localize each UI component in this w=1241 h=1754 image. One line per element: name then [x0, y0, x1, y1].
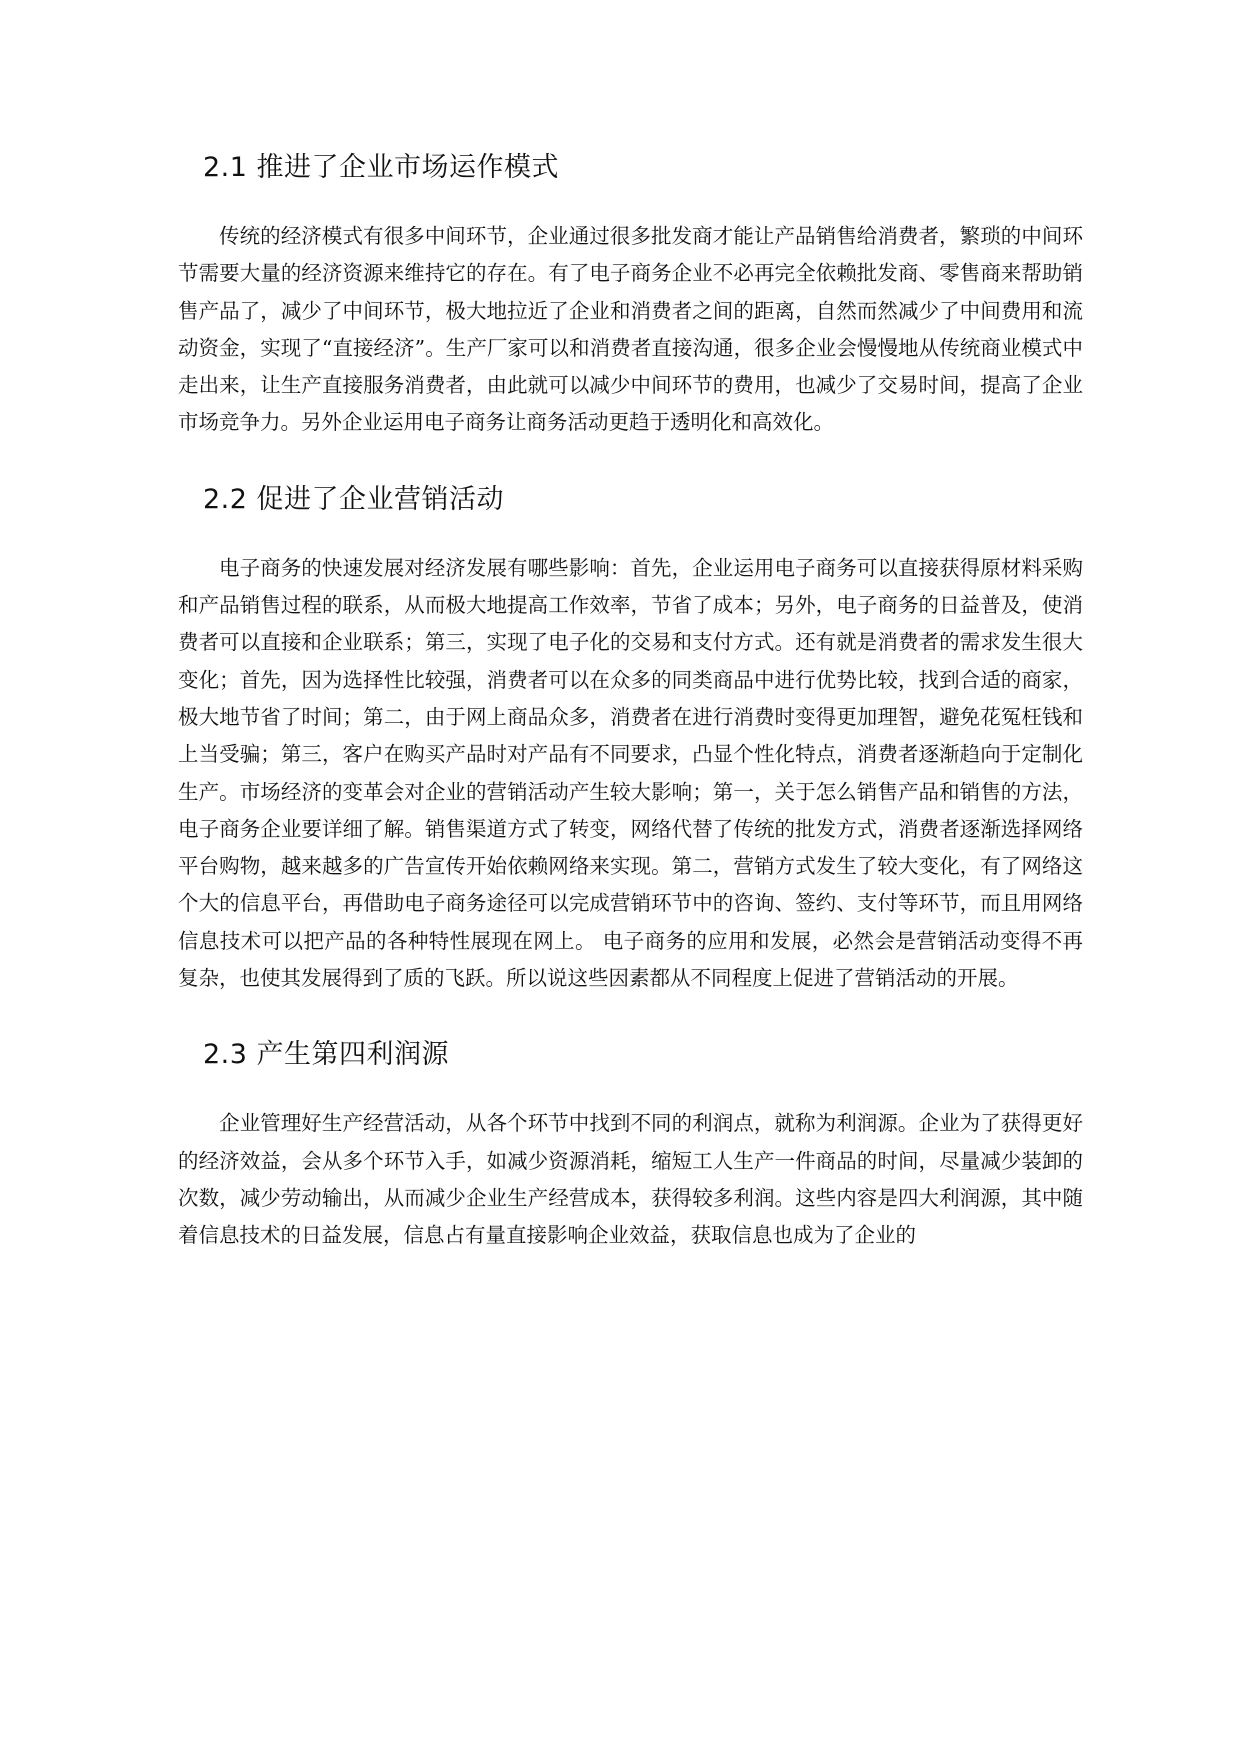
section-heading-2-1: 2.1 推进了企业市场运作模式 — [203, 152, 560, 183]
section-heading-2-2: 2.2 促进了企业营销活动 — [203, 483, 505, 515]
document-body — [178, 150, 1083, 1255]
section-paragraph-2-1: 传统的经济模式有很多中间环节，企业通过很多批发商才能让产品销售给消费者，繁琐的中间环节需要大量的经济资源来维持它的存在。有了电子商务企业不必再完全依赖批发商、零售商来帮助销售产品了，减少了中间环节，极大地拉近了企业和消费者之间的距离，自然而然减少了中间费用和流动资金，实现了“直接经济”。生产厂家可以和消费者直接沟通，很多企业会慢慢地从传统商业模式中走出来，让生产直接服务消费者，由此就可以减少中间环节的费用，也减少了交易时间，提高了企业市场竞争力。另外企业运用电子商务让商务活动更趋于透明化和高效化。 — [178, 224, 1083, 435]
section-paragraph-2-2: 电子商务的快速发展对经济发展有哪些影响：首先，企业运用电子商务可以直接获得原材料采购和产品销售过程的联系，从而极大地提高工作效率，节省了成本；另外，电子商务的日益普及，使消费者可以直接和企业联系；第三，实现了电子化的交易和支付方式。还有就是消费者的需求发生很大变化；首先，因为选择性比较强，消费者可以在众多的同类商品中进行优势比较，找到合适的商家，极大地节省了时间；第二，由于网上商品众多，消费者在进行消费时变得更加理智，避免花冤枉钱和上当受骗；第三，客户在购买产品时对产品有不同要求，凸显个性化特点，消费者逐渐趋向于定制化生产。市场经济的变革会对企业的营销活动产生较大影响；第一，关于怎么销售产品和销售的方法，电子商务企业要详细了解。销售渠道方式了转变，网络代替了传统的批发方式，消费者逐渐选择网络平台购物，越来越多的广告宣传开始依赖网络来实现。第二，营销方式发生了较大变化，有了网络这个大的信息平台，再借助电子商务途径可以完成营销环节中的咨询、签约、支付等环节，而且用网络信息技术可以把产品的各种特性展现在网上。 电子商务的应用和发展，必然会是营销活动变得不再复杂，也使其发展得到了质的飞跃。所以说这些因素都从不同程度上促进了营销活动的开展。 — [178, 555, 1083, 991]
section-heading-2-3: 2.3 产生第四利润源 — [203, 1039, 450, 1071]
section-paragraph-2-3: 企业管理好生产经营活动，从各个环节中找到不同的利润点，就称为利润源。企业为了获得更好的经济效益，会从多个环节入手，如减少资源消耗，缩短工人生产一件商品的时间，尽量减少装卸的次数，减少劳动输出，从而减少企业生产经营成本，获得较多利润。这些内容是四大利润源，其中随着信息技术的日益发展，信息占有量直接影响企业效益，获取信息也成为了企业的 — [178, 1111, 1083, 1248]
